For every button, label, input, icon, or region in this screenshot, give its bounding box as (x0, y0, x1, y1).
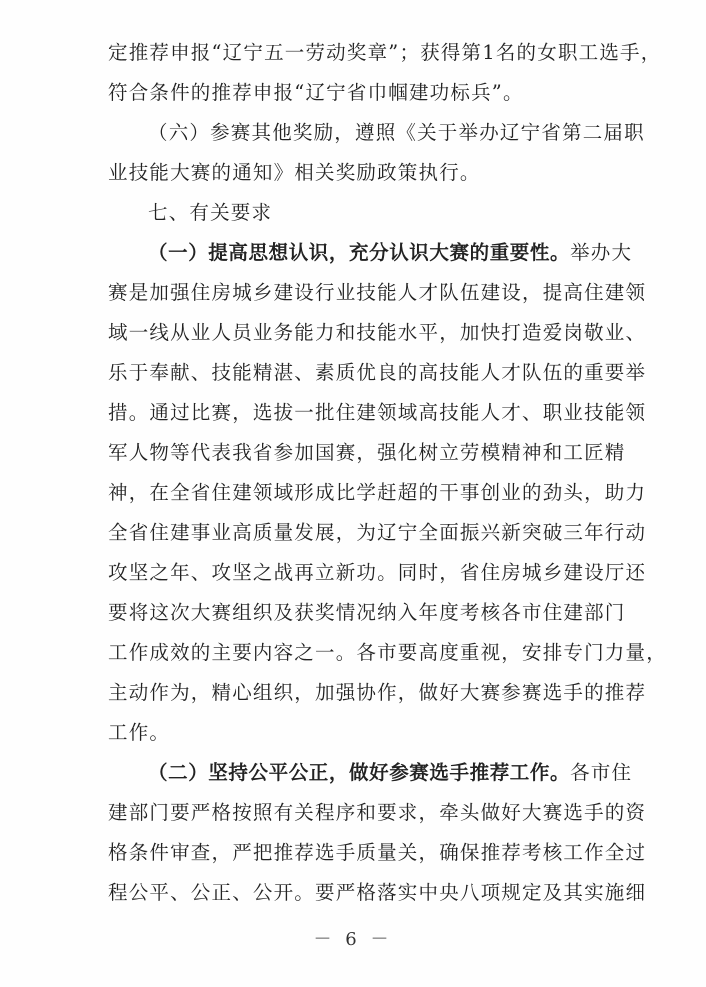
text-line: 工作成效的主要内容之一。各市要高度重视，安排专门力量， (108, 641, 667, 664)
text-line: 建部门要严格按照有关程序和要求，牵头做好大赛选手的资 (108, 801, 647, 824)
text-fragment: 各市住 (570, 761, 633, 784)
text-line (148, 240, 633, 266)
text-line: 域一线从业人员业务能力和技能水平，加快打造爱岗敬业、 (108, 321, 647, 344)
text-line: 业技能大赛的通知》相关奖励政策执行。 (108, 161, 481, 184)
text-line: 乐于奉献、技能精湛、素质优良的高技能人才队伍的重要举 (108, 361, 647, 384)
subsection-heading: （一）提高思想认识，充分认识大赛的重要性。 (148, 241, 571, 264)
text-line: （六）参赛其他奖励，遵照《关于举办辽宁省第二届职 (148, 121, 645, 144)
section-heading: 七、有关要求 (148, 201, 273, 224)
subsection-heading: （二）坚持公平公正，做好参赛选手推荐工作。 (148, 761, 571, 784)
text-line: 措。通过比赛，选拔一批住建领域高技能人才、职业技能领 (108, 401, 647, 424)
text-line: 赛是加强住房城乡建设行业技能人才队伍建设，提高住建领 (108, 281, 647, 304)
text-line: 定推荐申报“辽宁五一劳动奖章”；获得第1名的女职工选手， (108, 41, 662, 64)
text-line: 攻坚之年、攻坚之战再立新功。同时，省住房城乡建设厅还 (108, 561, 647, 584)
text-line: 格条件审查，严把推荐选手质量关，确保推荐考核工作全过 (108, 841, 647, 864)
text-fragment: 举办大 (570, 241, 633, 264)
text-line: 工作。 (108, 721, 171, 744)
text-line: 程公平、公正、公开。要严格落实中央八项规定及其实施细 (108, 881, 647, 904)
text-line: 神，在全省住建领域形成比学赶超的干事创业的劲头，助力 (108, 481, 647, 504)
text-line: 军人物等代表我省参加国赛，强化树立劳模精神和工匠精 (108, 441, 626, 464)
text-line: 主动作为，精心组织，加强协作，做好大赛参赛选手的推荐 (108, 681, 647, 704)
text-line: 全省住建事业高质量发展，为辽宁全面振兴新突破三年行动 (108, 521, 647, 544)
text-line: 要将这次大赛组织及获奖情况纳入年度考核各市住建部门 (108, 601, 626, 624)
page-number: － 6 － (313, 929, 393, 950)
text-line: 符合条件的推荐申报“辽宁省巾帼建功标兵”。 (108, 81, 524, 104)
text-line (148, 760, 633, 786)
